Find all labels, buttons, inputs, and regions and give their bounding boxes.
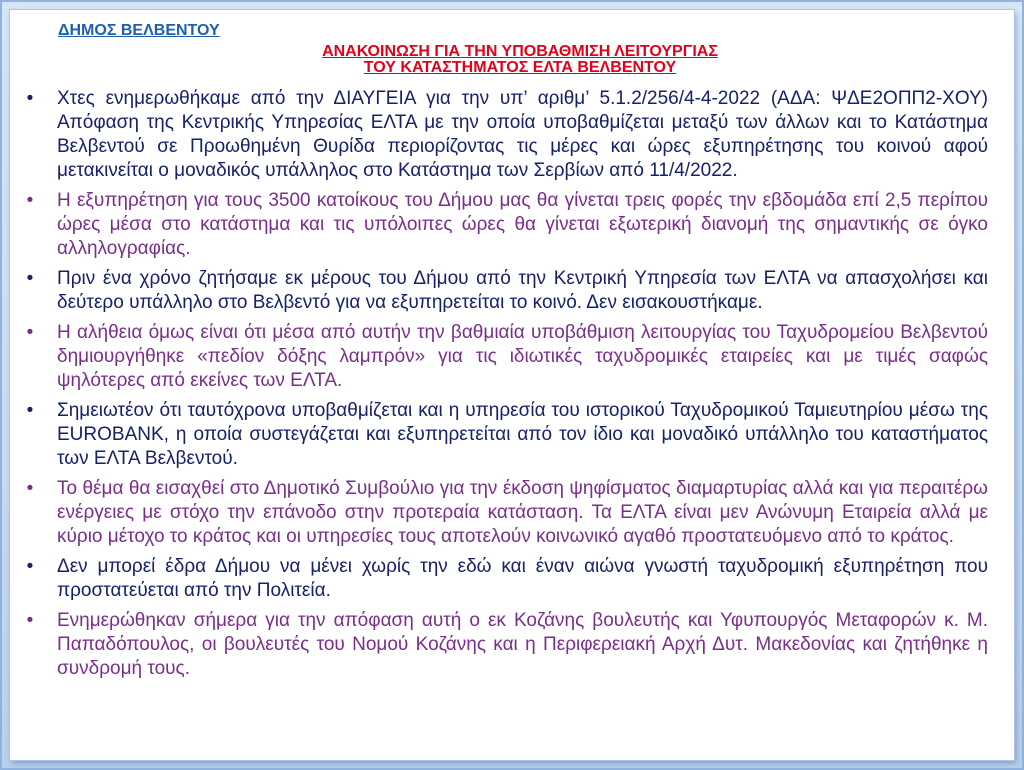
bullet-dot-icon: • <box>26 268 34 289</box>
bullet-dot-icon: • <box>26 322 34 343</box>
paragraph-text: Η αλήθεια όμως είναι ότι μέσα από αυτήν την βαθμιαία υποβάθμιση λειτουργίας του Ταχυδρομείου Βελβεντού δημιουργήθηκε «πεδίον δόξης λαμπρόν» για τις ιδιωτικές ταχυδρομικές εταιρείες και με τιμές σαφώς ψηλότερες από εκείνες των ΕΛΤΑ. <box>57 322 988 391</box>
bullet-paragraph <box>10 555 1014 603</box>
bullet-dot-icon: • <box>26 400 34 421</box>
bullet-dot-icon: • <box>26 610 34 631</box>
paragraph-text: Σημειωτέον ότι ταυτόχρονα υποβαθμίζεται και η υπηρεσία του ιστορικού Ταχυδρομικού Ταμιευτηρίου μέσω της EUROBANK, η οποία συστεγάζεται και εξυπηρετείται από τον ίδιο και μοναδικό υπάλληλο του καταστήματος των ΕΛΤΑ Βελβεντού. <box>57 400 988 469</box>
bullet-dot-icon: • <box>26 478 34 499</box>
municipality-name: ΔΗΜΟΣ ΒΕΛΒΕΝΤΟΥ <box>58 22 220 39</box>
bullet-dot-icon: • <box>26 88 34 109</box>
paragraph-text: Η εξυπηρέτηση για τους 3500 κατοίκους του Δήμου μας θα γίνεται τρεις φορές την εβδομάδα επί 2,5 περίπου ώρες μέσα στο κατάστημα και τις υπόλοιπες ώρες θα γίνεται εξωτερική διανομή της σημαντικής σε όγκο αλληλογραφίας. <box>57 190 988 259</box>
bullet-paragraph <box>10 399 1014 471</box>
title-line-2: ΤΟΥ ΚΑΤΑΣΤΗΜΑΤΟΣ ΕΛΤΑ ΒΕΛΒΕΝΤΟΥ <box>363 59 677 76</box>
title-line-1: ΑΝΑΚΟΙΝΩΣΗ ΓΙΑ ΤΗΝ ΥΠΟΒΑΘΜΙΣΗ ΛΕΙΤΟΥΡΓΙΑΣ <box>322 43 718 60</box>
bullet-paragraph <box>10 609 1014 681</box>
slide-content <box>10 10 1014 760</box>
bullet-dot-icon: • <box>26 190 34 211</box>
paragraph-text: Ενημερώθηκαν σήμερα για την απόφαση αυτή ο εκ Κοζάνης βουλευτής και Υφυπουργός Μεταφορών κ. Μ. Παπαδόπουλος, οι βουλευτές του Νομού Κοζάνης και η Περιφερειακή Αρχή Δυτ. Μακεδονίας και ζητήθηκε η συνδρομή τους. <box>57 610 988 679</box>
paragraph-text: Το θέμα θα εισαχθεί στο Δημοτικό Συμβούλιο για την έκδοση ψηφίσματος διαμαρτυρίας αλλά και για περαιτέρω ενέργειες με στόχο την επάνοδο στην προτεραία κατάσταση. Τα ΕΛΤΑ είναι μεν Ανώνυμη Εταιρεία αλλά με κύριο μέτοχο το κράτος και οι υπηρεσίες τους αποτελούν κοινωνικό αγαθό προστατευόμενο από το κράτος. <box>57 478 988 547</box>
paragraph-text: Δεν μπορεί έδρα Δήμου να μένει χωρίς την εδώ και έναν αιώνα γνωστή ταχυδρομική εξυπηρέτηση που προστατεύεται από την Πολιτεία. <box>57 556 988 601</box>
paragraph-text: Χτες ενημερωθήκαμε από την ΔΙΑΥΓΕΙΑ για την υπ’ αριθμ’ 5.1.2/256/4-4-2022 (ΑΔΑ: ΨΔΕ2ΟΠΠ2-ΧΟΥ) Απόφαση της Κεντρικής Υπηρεσίας ΕΛΤΑ με την οποία υποβαθμίζεται μεταξύ των άλλων και το Κατάστημα Βελβεντού σε Προωθημένη Θυρίδα περιορίζοντας τις μέρες και ώρες εξυπηρέτησης του κοινού αφού μετακινείται ο μοναδικός υπάλληλος στο Κατάστημα των Σερβίων από 11/4/2022. <box>57 88 988 181</box>
paragraph-text: Πριν ένα χρόνο ζητήσαμε εκ μέρους του Δήμου από την Κεντρική Υπηρεσία των ΕΛΤΑ να απασχολήσει και δεύτερο υπάλληλο στο Βελβεντό για να εξυπηρετείται το κοινό. Δεν εισακουστήκαμε. <box>57 268 988 313</box>
announcement-bullet-list <box>10 87 1014 687</box>
bullet-paragraph <box>10 321 1014 393</box>
bullet-paragraph <box>10 87 1014 183</box>
bullet-dot-icon: • <box>26 556 34 577</box>
bullet-paragraph <box>10 189 1014 261</box>
announcement-title <box>200 44 840 76</box>
bullet-paragraph <box>10 477 1014 549</box>
bullet-paragraph <box>10 267 1014 315</box>
